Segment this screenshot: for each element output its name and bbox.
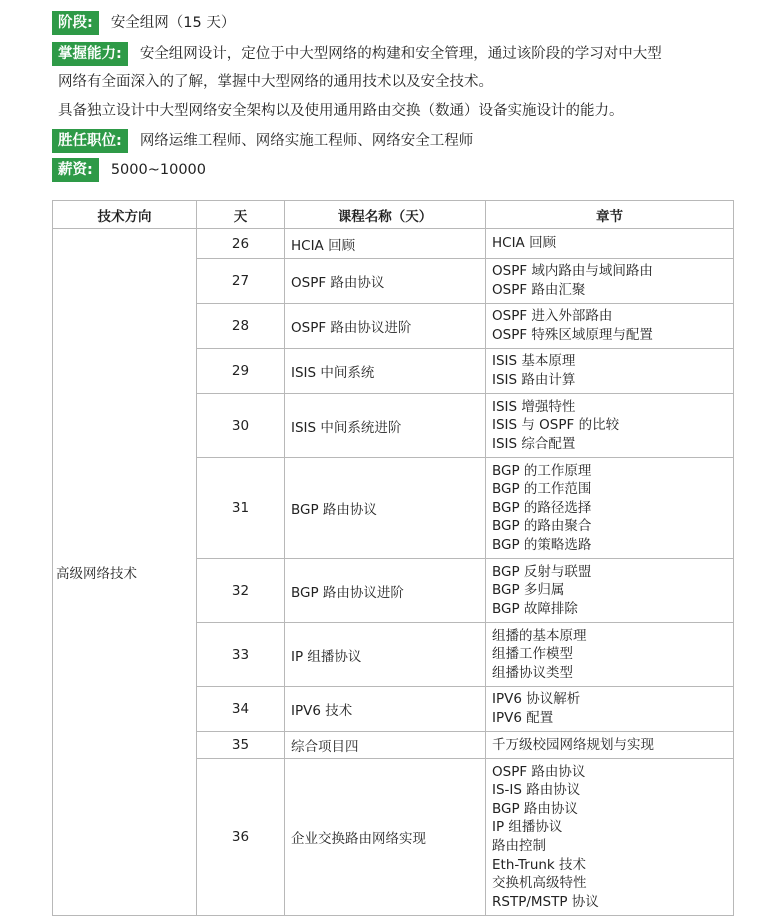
chapters-cell [486, 349, 734, 394]
chapter-item: 路由控制 [492, 838, 546, 854]
course-cell: 综合项目四 [285, 732, 486, 759]
chapter-item: OSPF 进入外部路由 [492, 308, 613, 325]
salary-value: 5000~10000 [110, 162, 206, 178]
course-cell: ISIS 中间系统进阶 [285, 394, 486, 458]
chapters-cell [486, 259, 734, 304]
chapter-item: ISIS 基本原理 [492, 353, 576, 370]
chapter-item: BGP 的策略选路 [492, 536, 592, 553]
positions-line [52, 129, 473, 153]
positions-label: 胜任职位: [52, 129, 128, 153]
course-cell: ISIS 中间系统 [285, 349, 486, 394]
day-cell: 26 [197, 229, 285, 259]
course-cell: HCIA 回顾 [285, 229, 486, 259]
header-chapters: 章节 [486, 201, 734, 229]
table-body [53, 229, 734, 916]
chapter-item: BGP 故障排除 [492, 600, 578, 617]
chapter-item: BGP 的工作范围 [492, 481, 592, 498]
chapters-cell [486, 759, 734, 916]
ability-line [52, 42, 662, 66]
chapters-cell [486, 229, 734, 259]
chapter-item: BGP 的路由聚合 [492, 518, 592, 535]
chapter-item: BGP 路由协议 [492, 800, 578, 817]
chapter-item: ISIS 综合配置 [492, 435, 576, 452]
course-cell: BGP 路由协议 [285, 458, 486, 559]
course-cell: IP 组播协议 [285, 623, 486, 687]
chapter-item: BGP 的工作原理 [492, 462, 592, 479]
header-direction: 技术方向 [53, 201, 197, 229]
ability-line1: 安全组网设计，定位于中大型网络的构建和安全管理，通过该阶段的学习对中大型 [139, 46, 662, 62]
chapter-item: 组播工作模型 [492, 646, 573, 663]
chapters-cell [486, 458, 734, 559]
header-day: 天 [197, 201, 285, 229]
chapter-item: 组播协议类型 [492, 664, 573, 681]
day-cell: 32 [197, 559, 285, 623]
salary-label: 薪资: [52, 158, 99, 182]
chapter-item: OSPF 路由协议 [492, 763, 586, 780]
chapter-item: HCIA 回顾 [492, 235, 557, 252]
ability-line3: 具备独立设计中大型网络安全架构以及使用通用路由交换（数通）设备实施设计的能力。 [58, 103, 624, 119]
chapter-item: RSTP/MSTP 协议 [492, 893, 599, 910]
chapters-cell [486, 732, 734, 759]
stage-label: 阶段: [52, 11, 99, 35]
chapter-item: OSPF 特殊区域原理与配置 [492, 327, 653, 343]
chapters-cell [486, 304, 734, 349]
positions-value: 网络运维工程师、网络实施工程师、网络安全工程师 [139, 133, 474, 149]
chapter-item: IPV6 配置 [492, 710, 554, 726]
day-cell: 31 [197, 458, 285, 559]
chapters-cell [486, 687, 734, 732]
course-cell: BGP 路由协议进阶 [285, 559, 486, 623]
chapters-cell [486, 394, 734, 458]
chapter-item: BGP 的路径选择 [492, 499, 592, 516]
day-cell: 29 [197, 349, 285, 394]
table-header-row [53, 201, 734, 229]
course-cell: OSPF 路由协议进阶 [285, 304, 486, 349]
course-cell: OSPF 路由协议 [285, 259, 486, 304]
ability-label: 掌握能力: [52, 42, 128, 66]
chapter-item: BGP 反射与联盟 [492, 563, 592, 580]
day-cell: 30 [197, 394, 285, 458]
chapter-item: OSPF 域内路由与域间路由 [492, 263, 653, 280]
day-cell: 27 [197, 259, 285, 304]
day-cell: 28 [197, 304, 285, 349]
day-cell: 34 [197, 687, 285, 732]
chapter-item: IS-IS 路由协议 [492, 782, 581, 799]
chapter-item: ISIS 增强特性 [492, 398, 576, 415]
chapter-item: IP 组播协议 [492, 819, 563, 836]
salary-line [52, 158, 206, 182]
chapter-item: ISIS 与 OSPF 的比较 [492, 417, 620, 434]
chapter-item: OSPF 路由汇聚 [492, 282, 586, 298]
course-cell: 企业交换路由网络实现 [285, 759, 486, 916]
course-cell: IPV6 技术 [285, 687, 486, 732]
course-table [52, 200, 734, 916]
day-cell: 35 [197, 732, 285, 759]
chapter-item: 组播的基本原理 [492, 627, 587, 644]
stage-line [52, 11, 235, 35]
chapters-cell [486, 559, 734, 623]
chapter-item: ISIS 路由计算 [492, 372, 576, 388]
chapter-item: 千万级校园网络规划与实现 [492, 736, 654, 753]
day-cell: 36 [197, 759, 285, 916]
day-cell: 33 [197, 623, 285, 687]
stage-value: 安全组网（15 天） [110, 15, 236, 31]
header-course: 课程名称（天） [285, 201, 486, 229]
chapters-cell [486, 623, 734, 687]
table-row [53, 229, 734, 259]
chapter-item: Eth-Trunk 技术 [492, 856, 587, 873]
ability-line2: 网络有全面深入的了解，掌握中大型网络的通用技术以及安全技术。 [58, 74, 493, 90]
chapter-item: IPV6 协议解析 [492, 691, 581, 708]
chapter-item: 交换机高级特性 [492, 875, 587, 892]
chapter-item: BGP 多归属 [492, 582, 565, 599]
direction-cell: 高级网络技术 [53, 229, 197, 916]
